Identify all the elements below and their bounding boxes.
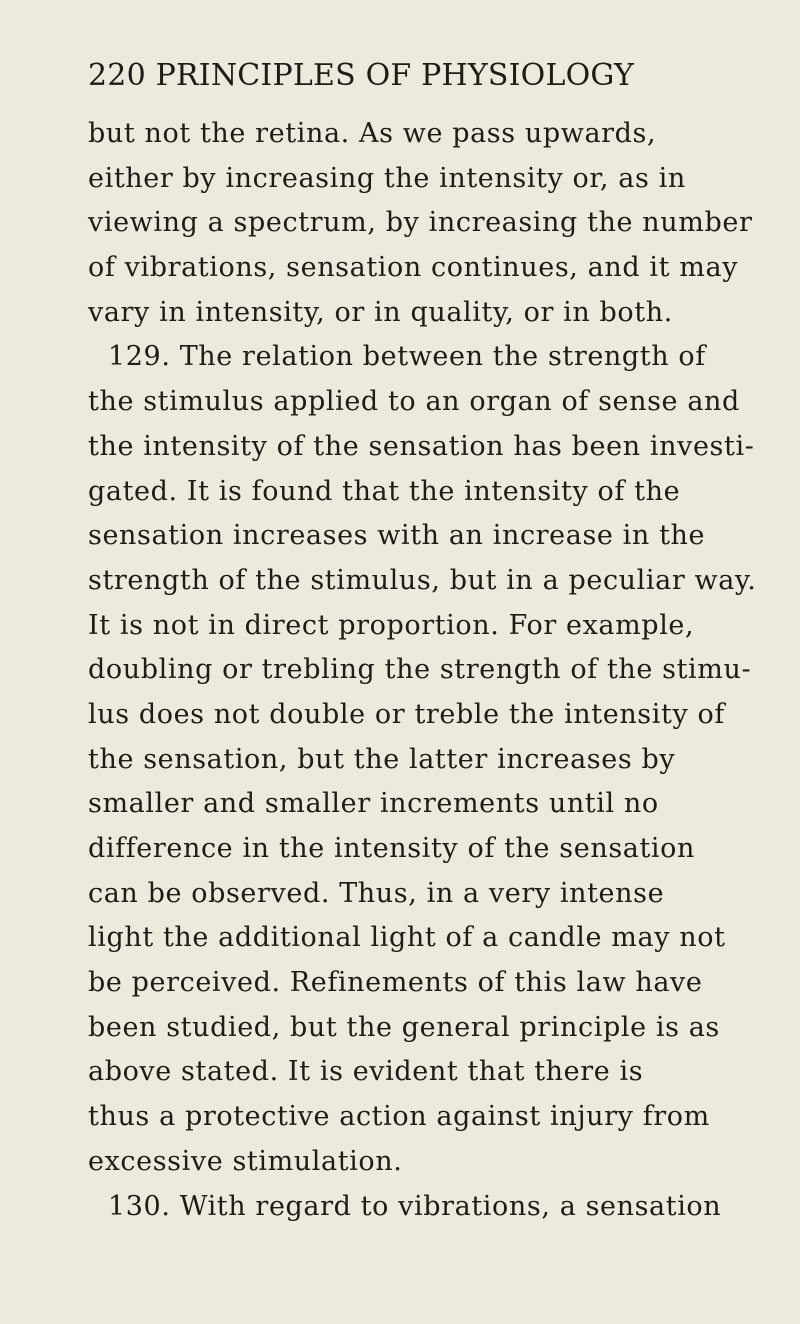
text-line: sensation increases with an increase in the: [88, 520, 706, 552]
text-line: strength of the stimulus, but in a peculiar way.: [88, 564, 757, 596]
text-line: either by increasing the intensity or, as in: [88, 162, 686, 194]
text-line: been studied, but the general principle is as: [88, 1011, 720, 1043]
text-line: lus does not double or treble the intensity of: [88, 698, 725, 730]
running-head: 220 PRINCIPLES OF PHYSIOLOGY: [88, 58, 635, 93]
text-line: It is not in direct proportion. For example,: [88, 609, 695, 641]
paragraph-start-line: 130. With regard to vibrations, a sensation: [108, 1190, 722, 1222]
text-line: difference in the intensity of the sensation: [88, 833, 696, 864]
text-line: the stimulus applied to an organ of sense and: [88, 386, 740, 418]
text-line: light the additional light of a candle may not: [88, 922, 726, 954]
text-line: above stated. It is evident that there is: [88, 1056, 644, 1088]
body-text: [88, 112, 772, 1229]
text-line: smaller and smaller increments until no: [88, 788, 659, 820]
paragraph-start-line: 129. The relation between the strength of: [108, 341, 706, 373]
text-line: vary in intensity, or in quality, or in both.: [88, 296, 673, 328]
text-line: the sensation, but the latter increases by: [88, 743, 676, 775]
text-line: gated. It is found that the intensity of the: [88, 475, 681, 507]
text-line: can be observed. Thus, in a very intense: [88, 877, 665, 909]
text-line: excessive stimulation.: [88, 1145, 403, 1177]
text-line: doubling or trebling the strength of the stimu-: [88, 654, 752, 686]
text-line: viewing a spectrum, by increasing the number: [88, 207, 753, 239]
text-line: of vibrations, sensation continues, and it may: [88, 252, 739, 284]
text-line: be perceived. Refinements of this law have: [88, 967, 703, 999]
text-line: but not the retina. As we pass upwards,: [88, 118, 657, 149]
text-line: the intensity of the sensation has been investi-: [88, 430, 755, 462]
text-line: thus a protective action against injury from: [88, 1101, 710, 1133]
